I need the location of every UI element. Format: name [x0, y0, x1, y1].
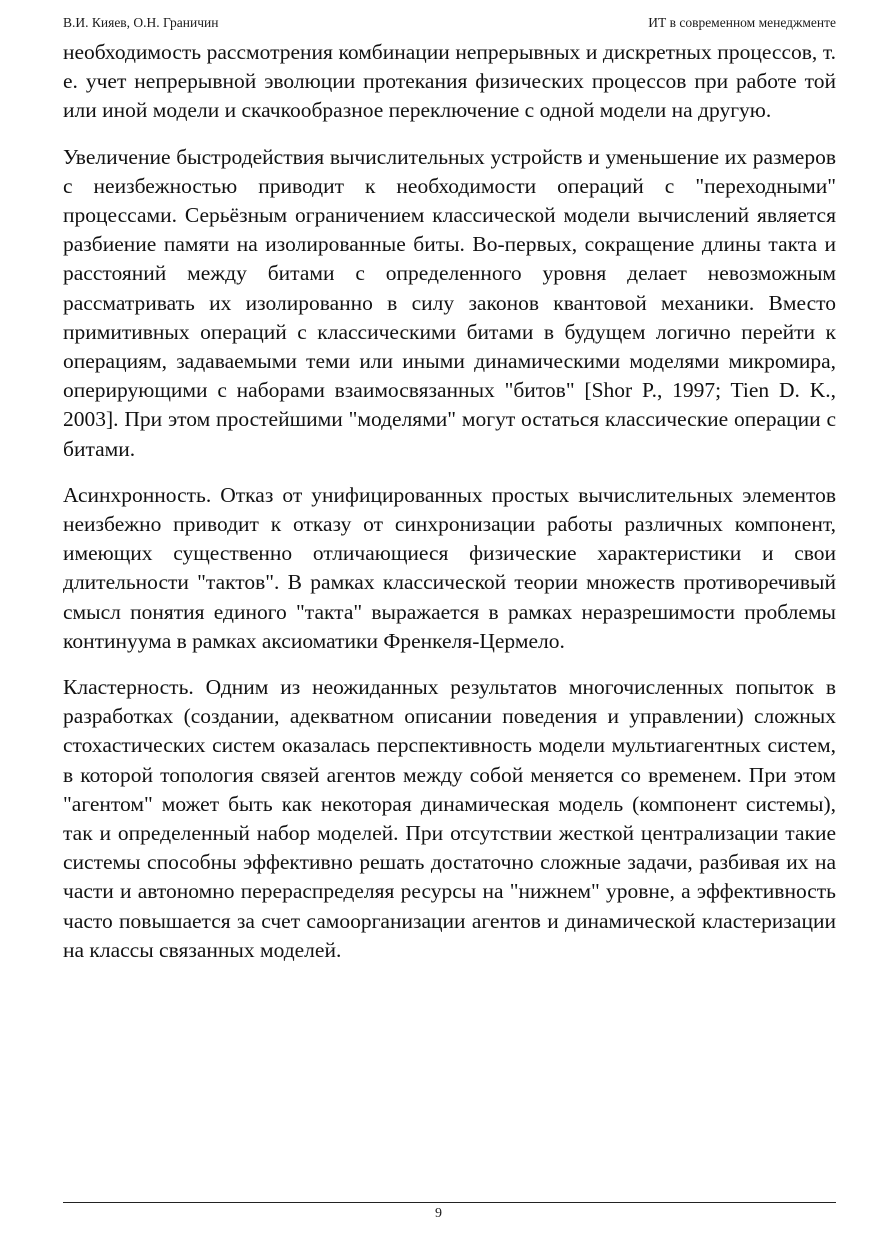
footer-divider	[63, 1202, 836, 1203]
page-body	[63, 38, 836, 982]
page-number: 9	[435, 1206, 442, 1221]
header-book-title: ИТ в современном менеджменте	[648, 15, 836, 30]
page-header	[63, 15, 836, 37]
paragraph-asynchrony: Асинхронность. Отказ от унифицированных простых вычислительных элементов неизбежно приводит к отказу от синхронизации работы различных компонент, имеющих существенно отличающиеся физические характеристики и свои длительности "тактов". В рамках классической теории множеств противоречивый смысл понятия единого "такта" выражается в рамках неразрешимости проблемы континуума в рамках аксиоматики Френкеля-Цермело.	[63, 482, 836, 653]
paragraph-clustering: Кластерность. Одним из неожиданных результатов многочисленных попыток в разработках (создании, адекватном описании поведения и управлении) сложных стохастических систем оказалась перспективность модели мультиагентных систем, в которой топология связей агентов между собой меняется со временем. При этом "агентом" может быть как некоторая динамическая модель (компонент системы), так и определенный набор моделей. При отсутствии жесткой централизации такие системы способны эффективно решать достаточно сложные задачи, разбивая их на части и автономно перераспределяя ресурсы на "нижнем" уровне, а эффективность часто повышается за счет самоорганизации агентов и динамической кластеризации на классы связанных моделей.	[63, 675, 836, 962]
paragraph-performance: Увеличение быстродействия вычислительных устройств и уменьшение их размеров с неизбежностью приводит к необходимости операций с "переходными" процессами. Серьёзным ограничением классической модели вычислений является разбиение памяти на изолированные биты. Во-первых, сокращение длины такта и расстояний между битами с определенного уровня делает невозможным рассматривать их изолированно в силу законов квантовой механики. Вместо примитивных операций с классическими битами в будущем логично перейти к операциям, задаваемыми теми или иными динамическими моделями микромира, оперирующими с наборами взаимосвязанных "битов" [Shor P., 1997; Tien D. K., 2003]. При этом простейшими "моделями" могут остаться классические операции с битами.	[63, 144, 836, 461]
header-authors: В.И. Кияев, О.Н. Граничин	[63, 15, 219, 30]
paragraph-continuation: необходимость рассмотрения комбинации непрерывных и дискретных процессов, т. е. учет непрерывной эволюции протекания физических процессов при работе той или иной модели и скачкообразное переключение с одной модели на другую.	[63, 40, 836, 123]
